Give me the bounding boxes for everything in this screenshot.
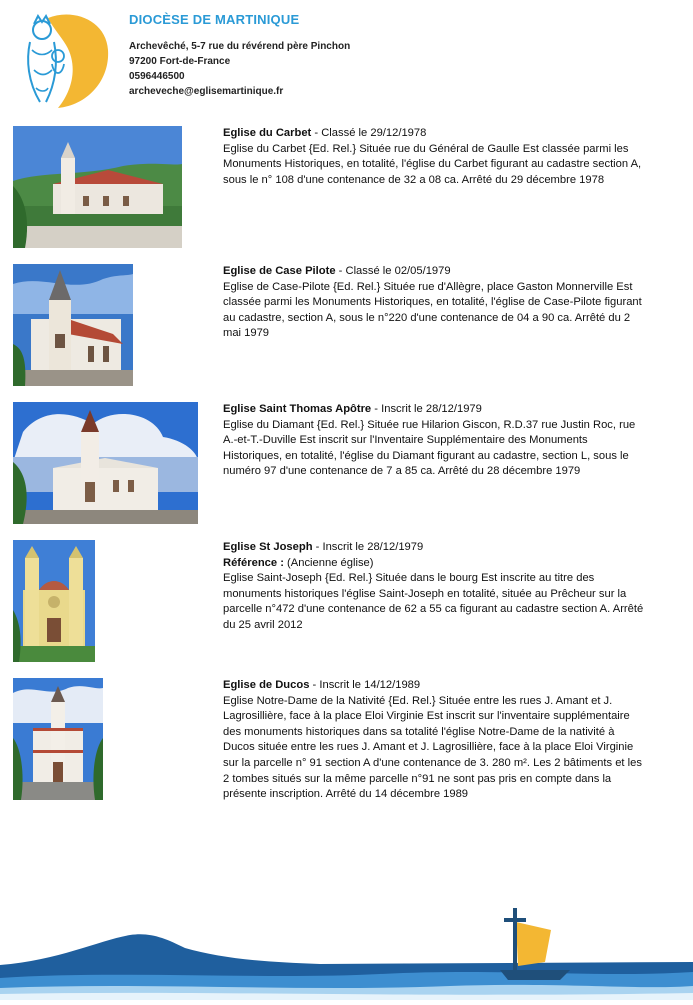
church-description: Eglise du Diamant {Ed. Rel.} Située rue Hilarion Giscon, R.D.37 rue Justin Roc, rue A.-et-T.-Duville Est inscrit sur l'Inventaire Supplémentaire des Monuments Historiques, en totalité, l'église du Diamant figurant au cadastre, section L, sous le numéro 97 d'une contenance de 7 a 85 ca. Arrêté du 28 décembre 1979 bbox=[223, 418, 636, 478]
phone-number: 0596446500 bbox=[129, 71, 185, 82]
church-text-carbet bbox=[223, 126, 648, 188]
church-description: Eglise du Carbet {Ed. Rel.} Située rue du Général de Gaulle Est classée parmi les Monuments Historiques, en totalité, l'église du Carbet figurant au cadastre section A, sous le n° 108 d'une contenance de 32 a 08 ca. Arrêté du 29 décembre 1978 bbox=[223, 142, 642, 186]
church-photo-st-joseph bbox=[13, 540, 95, 662]
reference-value: (Ancienne église) bbox=[283, 556, 374, 569]
diocese-logo bbox=[18, 10, 110, 110]
address-line-2: 97200 Fort-de-France bbox=[129, 56, 231, 67]
church-title: Eglise de Case Pilote bbox=[223, 265, 336, 277]
church-text-diamant bbox=[223, 402, 648, 480]
church-photo-ducos bbox=[13, 678, 103, 800]
church-status: - Inscrit le 28/12/1979 bbox=[312, 541, 424, 553]
footer-decoration bbox=[0, 900, 693, 1000]
church-status: - Inscrit le 14/12/1989 bbox=[309, 679, 421, 691]
church-title: Eglise de Ducos bbox=[223, 679, 310, 691]
church-text-ducos bbox=[223, 678, 648, 803]
church-status: - Classé le 29/12/1978 bbox=[311, 127, 427, 139]
church-description: Eglise Saint-Joseph {Ed. Rel.} Située dans le bourg Est inscrite au titre des monuments historiques l'église Saint-Joseph en totalité, située au Prêcheur sur la parcelle n°472 d'une contenance de 62 a 55 ca figurant au cadastre section A. Arrêté du 25 avril 2012 bbox=[223, 572, 644, 631]
church-photo-diamant bbox=[13, 402, 198, 524]
church-title: Eglise St Joseph bbox=[223, 541, 313, 553]
organization-name: DIOCÈSE DE MARTINIQUE bbox=[129, 12, 300, 27]
church-description: Eglise de Case-Pilote {Ed. Rel.} Située rue d'Allègre, place Gaston Monnerville Est classée parmi les Monuments Historiques, en totalité, l'église de Case-Pilote figurant au cadastre, section A, sous le n°220 d'une contenance de 04 a 90 ca. Arrêté du 2 mai 1979 bbox=[223, 280, 642, 340]
church-title: Eglise Saint Thomas Apôtre bbox=[223, 403, 372, 415]
church-status: - Inscrit le 28/12/1979 bbox=[371, 403, 482, 415]
church-photo-case-pilote bbox=[13, 264, 133, 386]
church-text-case-pilote bbox=[223, 264, 648, 342]
email-address: archeveche@eglisemartinique.fr bbox=[129, 86, 284, 97]
address-line-1: Archevêché, 5-7 rue du révérend père Pinchon bbox=[129, 41, 351, 52]
church-description: Eglise Notre-Dame de la Nativité {Ed. Rel.} Située entre les rues J. Amant et J. Lagrosillière, face à la place Eloi Virginie Est inscrit sur l'inventaire supplémentaire des monuments historiques dans sa totalité l'église Notre-Dame de la nativité à Ducos située entre les rues J. Amant et J. Lagrosillière, face à la place Eloi Virginie sur la parcelle n° 91 section A d'une contenance de 3. 280 m². Les 2 bâtiments et les 2 tombes situés sur la même parcelle n°91 ne sont pas pris en compte dans la présente inscription. Arrêté du 14 décembre 1989 bbox=[223, 694, 642, 801]
church-status: - Classé le 02/05/1979 bbox=[335, 265, 451, 277]
church-text-st-joseph bbox=[223, 540, 648, 634]
reference-label: Référence : bbox=[223, 556, 284, 569]
letterhead bbox=[129, 12, 529, 99]
church-photo-carbet bbox=[13, 126, 182, 248]
church-title: Eglise du Carbet bbox=[223, 127, 312, 139]
